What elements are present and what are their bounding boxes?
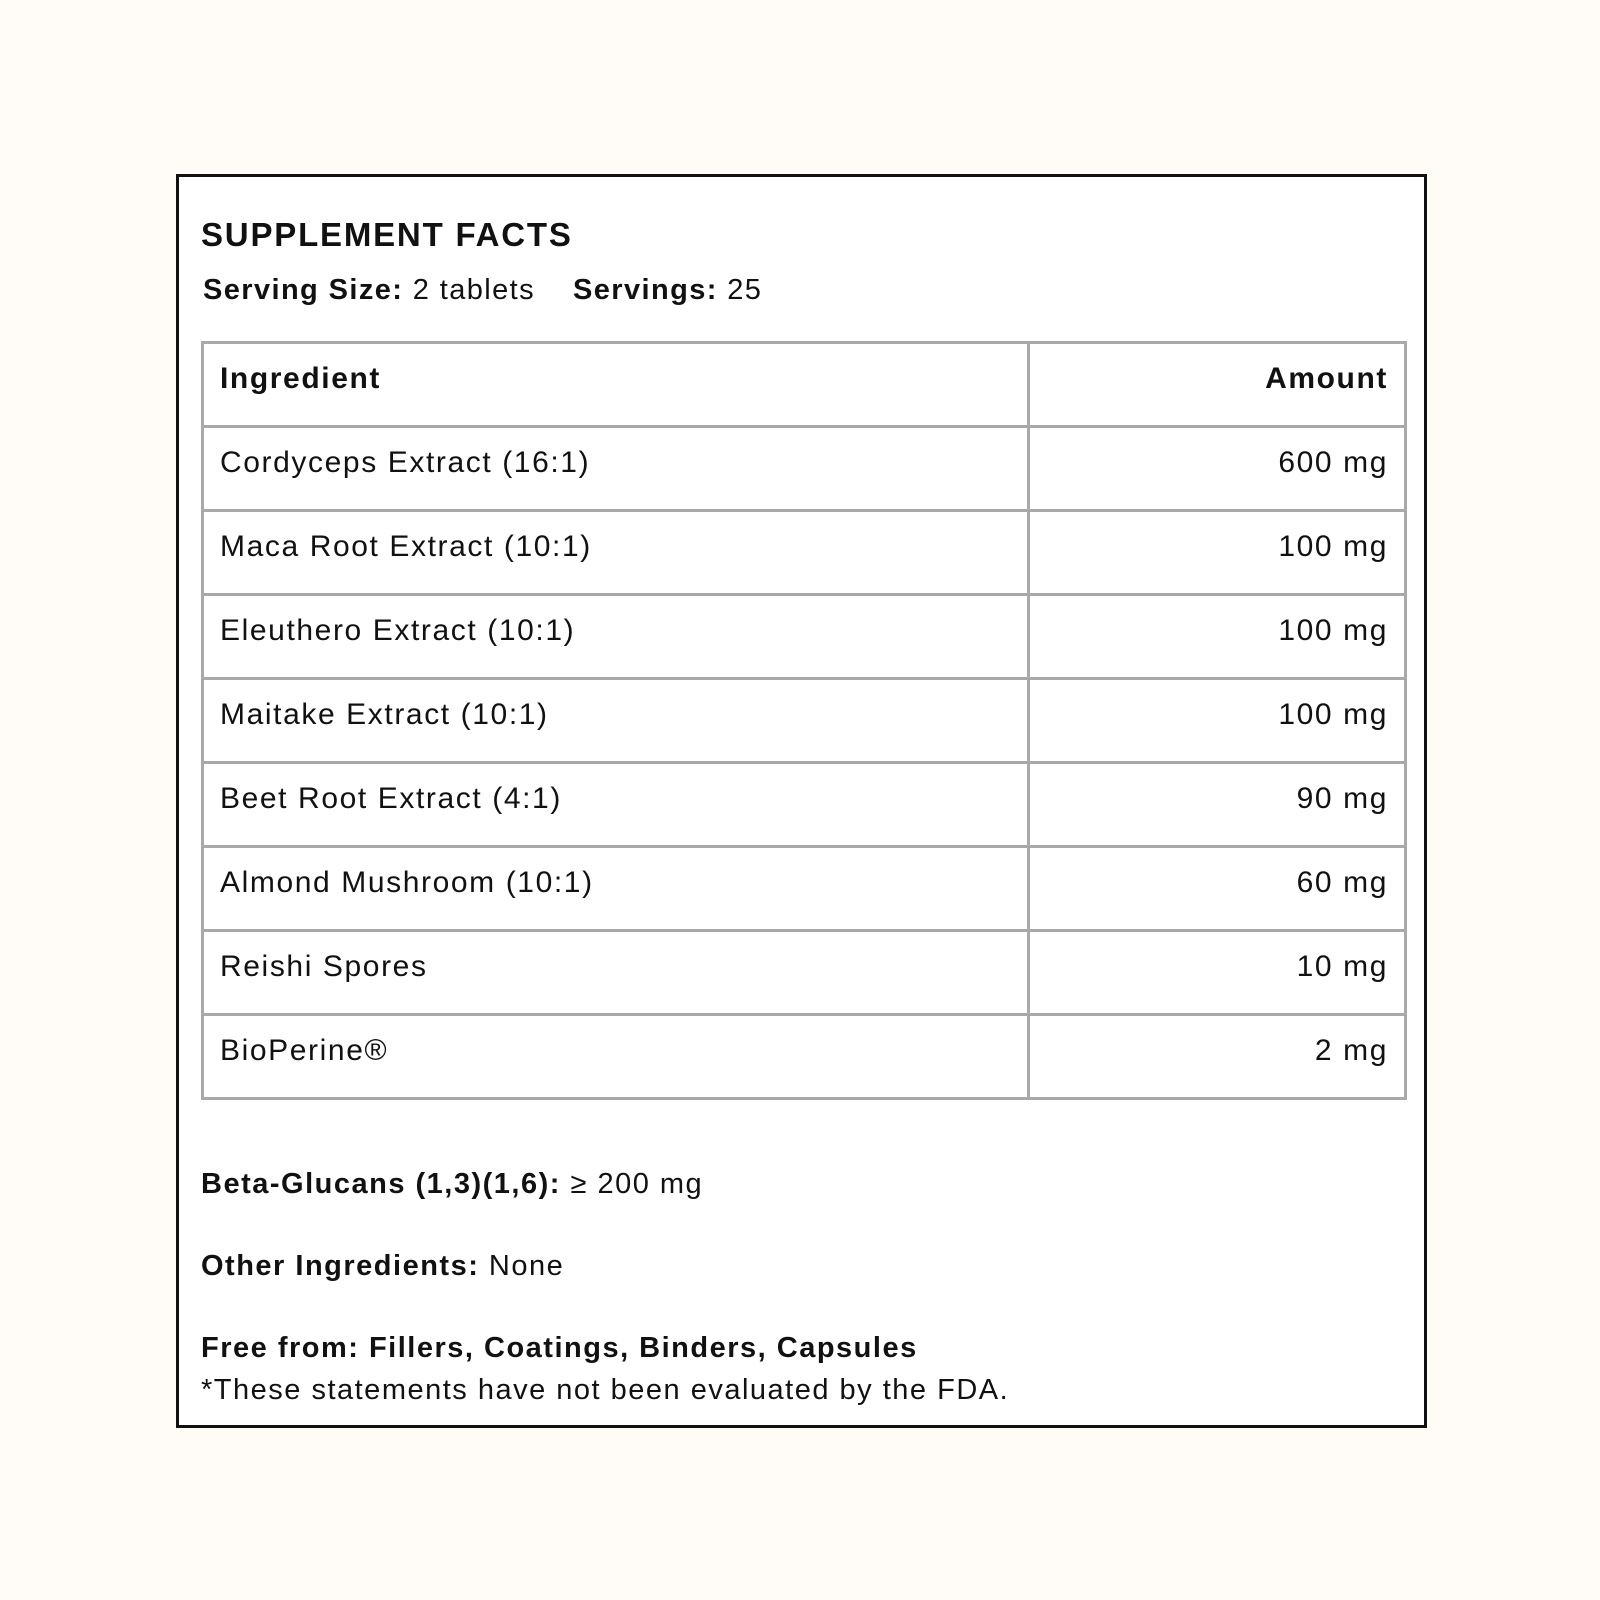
- ingredient-name: Cordyceps Extract (16:1): [203, 427, 1029, 511]
- servings-value: 25: [727, 274, 763, 306]
- serving-info: [203, 273, 762, 307]
- table-header-row: [203, 343, 1406, 427]
- ingredient-amount: 90 mg: [1029, 763, 1406, 847]
- other-ingredients-line: [201, 1249, 564, 1283]
- ingredient-amount: 100 mg: [1029, 595, 1406, 679]
- ingredients-table: [201, 341, 1407, 1100]
- serving-size-value: 2 tablets: [412, 274, 536, 306]
- table-row: [203, 1015, 1406, 1099]
- table-row: [203, 679, 1406, 763]
- ingredient-amount: 2 mg: [1029, 1015, 1406, 1099]
- ingredient-amount: 100 mg: [1029, 511, 1406, 595]
- ingredient-name: Maitake Extract (10:1): [203, 679, 1029, 763]
- other-ingredients-value: None: [488, 1250, 565, 1282]
- beta-glucans-value: ≥ 200 mg: [570, 1168, 704, 1200]
- ingredient-name: BioPerine®: [203, 1015, 1029, 1099]
- ingredient-name: Maca Root Extract (10:1): [203, 511, 1029, 595]
- servings-label: Servings:: [573, 274, 718, 306]
- supplement-facts-panel: [176, 174, 1427, 1428]
- ingredient-amount: 10 mg: [1029, 931, 1406, 1015]
- panel-title: SUPPLEMENT FACTS: [201, 216, 573, 253]
- ingredient-name: Almond Mushroom (10:1): [203, 847, 1029, 931]
- table-row: [203, 427, 1406, 511]
- ingredient-amount: 100 mg: [1029, 679, 1406, 763]
- header-amount: Amount: [1029, 343, 1406, 427]
- ingredient-name: Beet Root Extract (4:1): [203, 763, 1029, 847]
- ingredient-amount: 600 mg: [1029, 427, 1406, 511]
- table-row: [203, 931, 1406, 1015]
- ingredient-name: Reishi Spores: [203, 931, 1029, 1015]
- beta-glucans-line: [201, 1167, 703, 1201]
- serving-size-label: Serving Size:: [203, 274, 404, 306]
- beta-glucans-label: Beta-Glucans (1,3)(1,6):: [201, 1168, 561, 1200]
- table-row: [203, 595, 1406, 679]
- table-row: [203, 847, 1406, 931]
- ingredient-name: Eleuthero Extract (10:1): [203, 595, 1029, 679]
- header-ingredient: Ingredient: [203, 343, 1029, 427]
- free-from-line: Free from: Fillers, Coatings, Binders, Capsules: [201, 1332, 918, 1364]
- fda-disclaimer: *These statements have not been evaluated by the FDA.: [201, 1374, 1010, 1406]
- ingredient-amount: 60 mg: [1029, 847, 1406, 931]
- table-row: [203, 763, 1406, 847]
- other-ingredients-label: Other Ingredients:: [201, 1250, 480, 1282]
- table-row: [203, 511, 1406, 595]
